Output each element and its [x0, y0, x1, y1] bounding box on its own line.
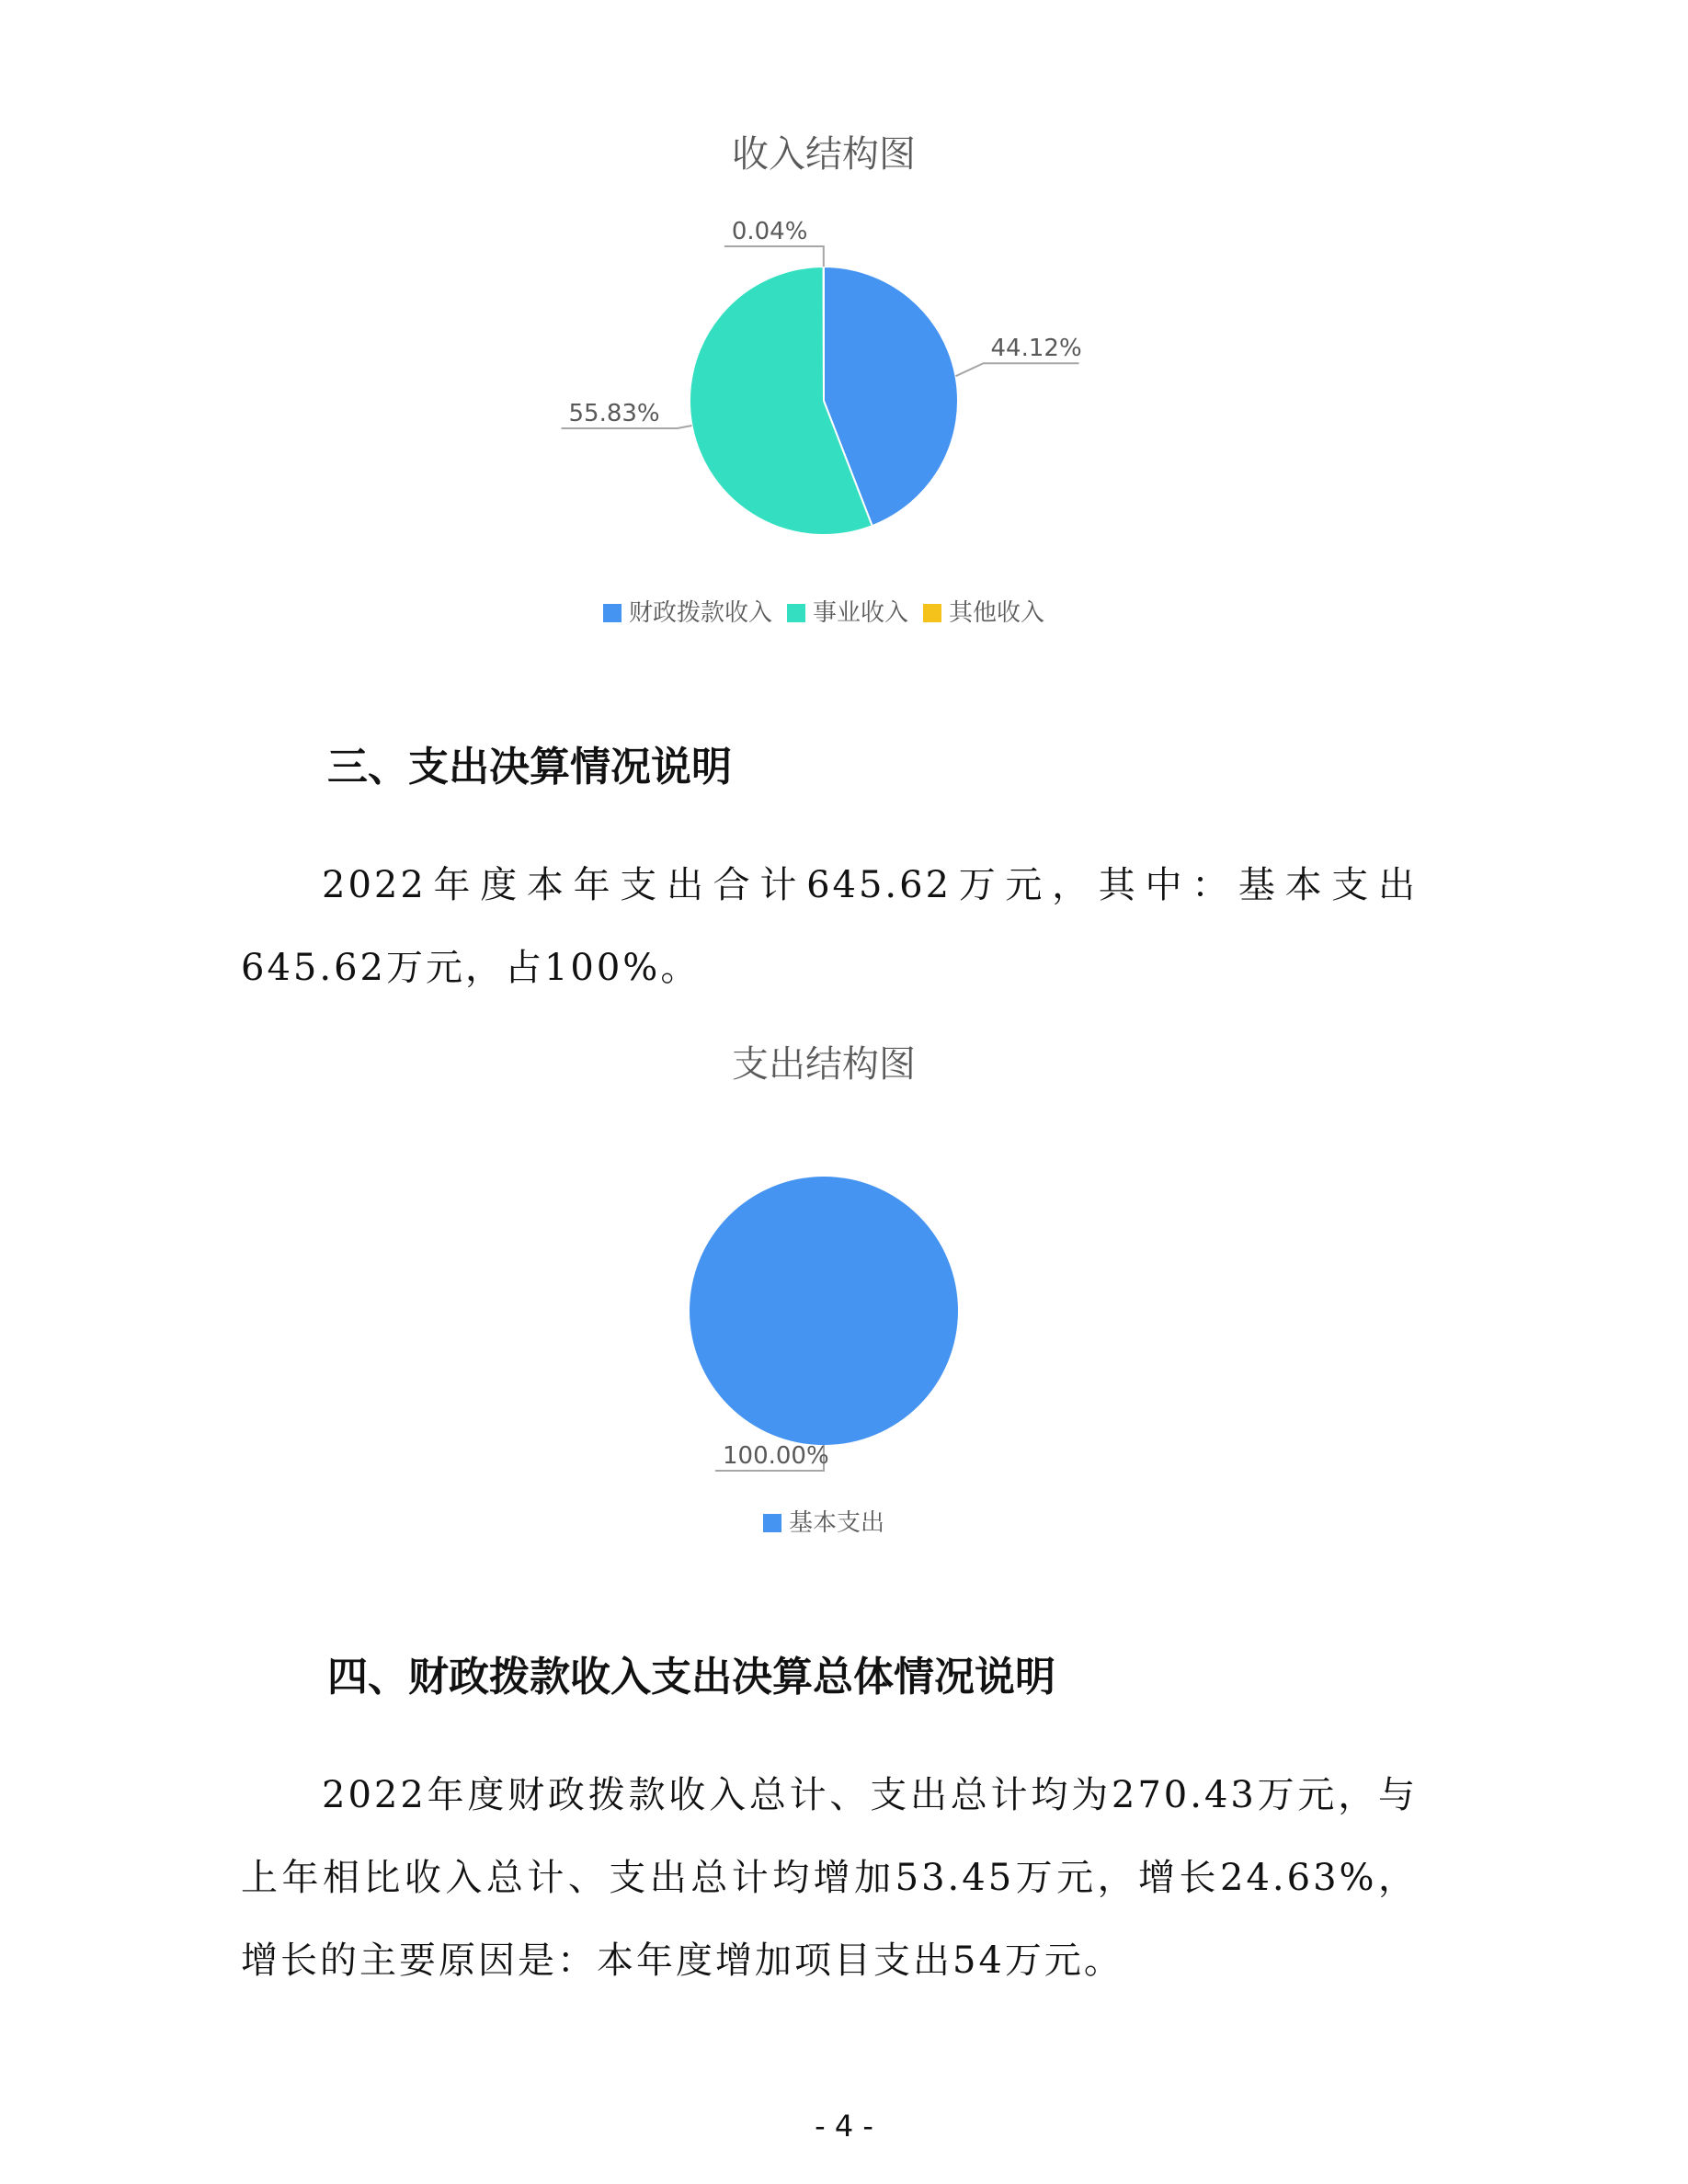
section-3-heading: 三、支出决算情况说明 [327, 744, 732, 791]
legend-item [923, 594, 1044, 628]
legend-item [787, 594, 908, 628]
pie-slice-1 [690, 1177, 958, 1445]
legend-label: 基本支出 [788, 1509, 884, 1537]
section-3-paragraph: 2022年度本年支出合计645.62万元，其中：基本支出645.62万元，占100%。 [241, 864, 1418, 989]
income-chart [0, 0, 1688, 662]
section-4-heading: 四、财政拨款收入支出决算总体情况说明 [327, 1654, 1055, 1701]
pie-data-label: 55.83% [568, 399, 660, 427]
pie-data-label: 100.00% [723, 1442, 829, 1470]
income-chart-title: 收入结构图 [732, 133, 916, 176]
legend-label: 财政拨款收入 [628, 599, 772, 627]
pie-data-label: 44.12% [990, 335, 1082, 363]
legend-swatch [923, 604, 941, 622]
expense-chart [0, 1011, 1688, 1563]
income-pie [0, 0, 1688, 662]
legend-label: 其他收入 [949, 599, 1045, 627]
section-4-paragraph: 2022年度财政拨款收入总计、支出总计均为270.43万元，与上年相比收入总计、支出总计均增加53.45万元，增长24.63%，增长的主要原因是：本年度增加项目支出54万元。 [241, 1774, 1418, 1982]
expense-legend [0, 1504, 1648, 1538]
legend-swatch [787, 604, 805, 622]
expense-chart-title: 支出结构图 [732, 1043, 916, 1086]
pie-leader-line [956, 363, 1079, 376]
pie-leader-line [724, 246, 824, 267]
legend-item [603, 594, 772, 628]
income-legend [0, 594, 1648, 628]
legend-label: 事业收入 [812, 599, 908, 627]
legend-swatch [763, 1514, 781, 1532]
pie-data-label: 0.04% [731, 218, 808, 246]
legend-swatch [603, 604, 622, 622]
page-number: - 4 - [815, 2109, 873, 2144]
legend-item [763, 1504, 884, 1538]
expense-pie [0, 1011, 1688, 1563]
